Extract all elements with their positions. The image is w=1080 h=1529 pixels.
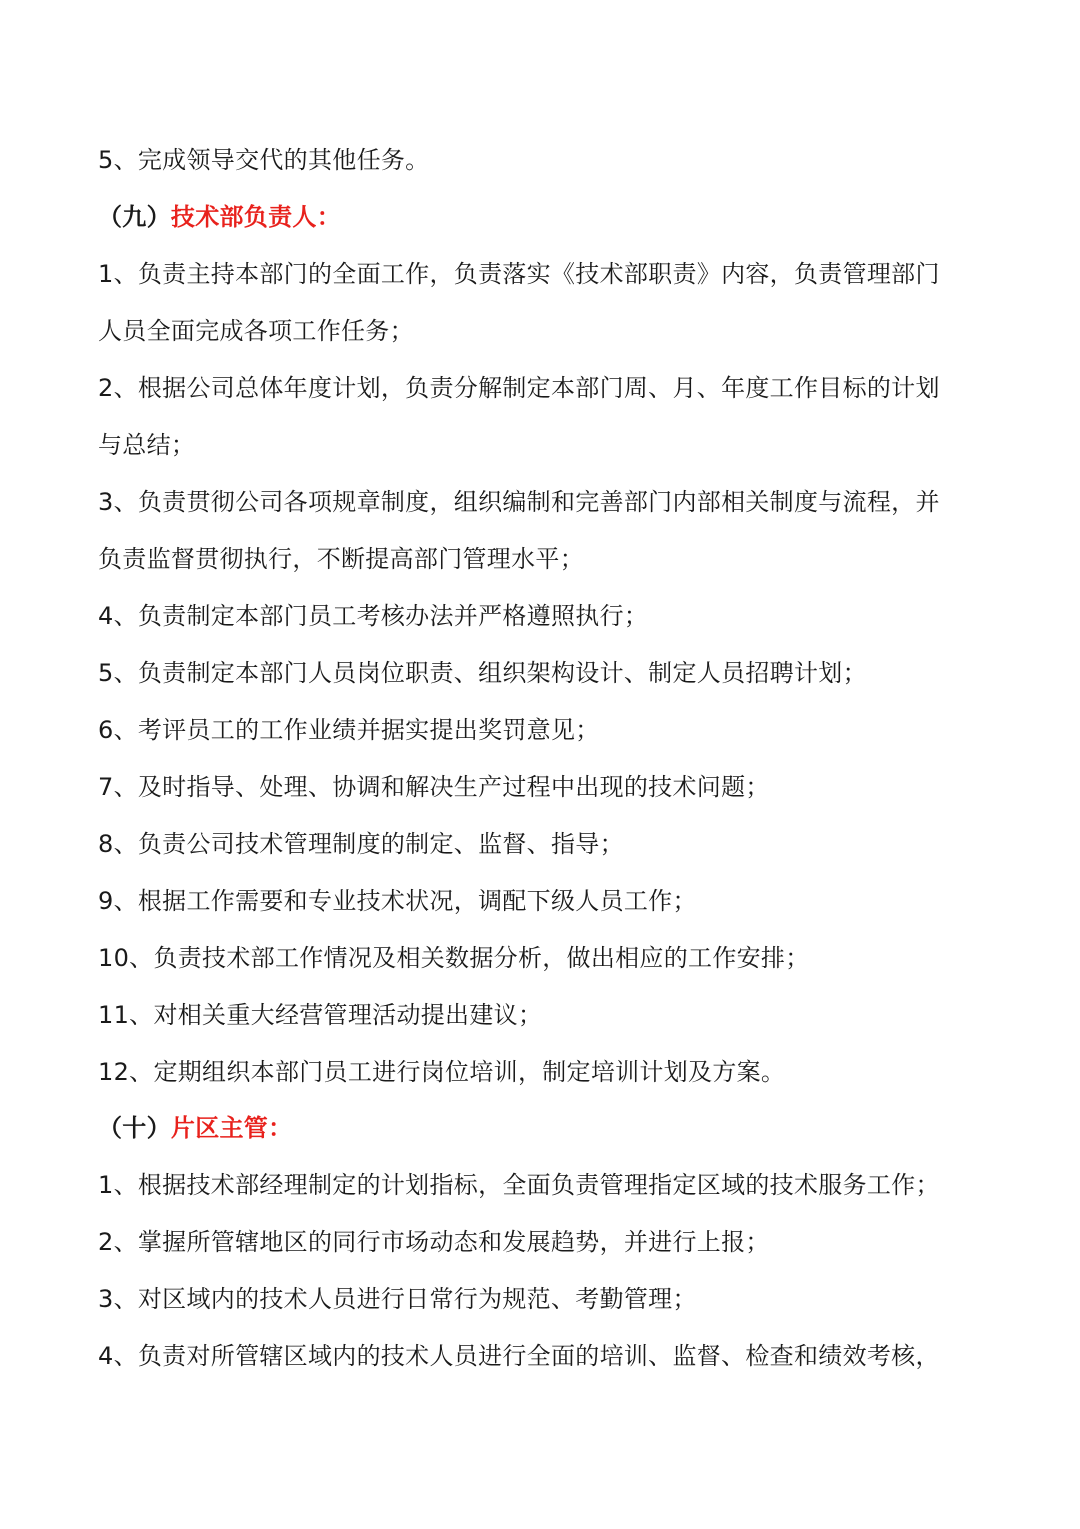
line-item-1: 1、负责主持本部门的全面工作，负责落实《技术部职责》内容，负责管理部门 xyxy=(98,260,940,288)
section-title: 技术部负责人： xyxy=(170,203,342,231)
line-item-5: 5、负责制定本部门人员岗位职责、组织架构设计、制定人员招聘计划； xyxy=(98,659,867,687)
line-item-10-3: 3、对区域内的技术人员进行日常行为规范、考勤管理； xyxy=(98,1285,697,1313)
section-title: 片区主管： xyxy=(170,1114,293,1142)
line-item-4: 4、负责制定本部门员工考核办法并严格遵照执行； xyxy=(98,602,649,630)
section-heading-9 xyxy=(98,200,998,234)
section-number: （十） xyxy=(98,1114,171,1142)
line-item-3: 3、负责贯彻公司各项规章制度，组织编制和完善部门内部相关制度与流程，并 xyxy=(98,488,940,516)
line-item-10-2: 2、掌握所管辖地区的同行市场动态和发展趋势，并进行上报； xyxy=(98,1228,770,1256)
line-item-9-5: 5、完成领导交代的其他任务。 xyxy=(98,146,430,174)
section-heading-10 xyxy=(98,1111,998,1145)
line-item-1-cont: 人员全面完成各项工作任务； xyxy=(98,317,414,345)
line-item-6: 6、考评员工的工作业绩并据实提出奖罚意见； xyxy=(98,716,600,744)
line-item-10-4: 4、负责对所管辖区域内的技术人员进行全面的培训、监督、检查和绩效考核， xyxy=(98,1342,940,1370)
line-item-8: 8、负责公司技术管理制度的制定、监督、指导； xyxy=(98,830,624,858)
section-number: （九） xyxy=(98,203,171,231)
line-item-9: 9、根据工作需要和专业技术状况，调配下级人员工作； xyxy=(98,887,697,915)
line-item-11: 11、对相关重大经营管理活动提出建议； xyxy=(98,1001,543,1029)
line-item-7: 7、及时指导、处理、协调和解决生产过程中出现的技术问题； xyxy=(98,773,770,801)
line-item-2-cont: 与总结； xyxy=(98,431,196,459)
line-item-10-1: 1、根据技术部经理制定的计划指标，全面负责管理指定区域的技术服务工作； xyxy=(98,1171,940,1199)
line-item-12: 12、定期组织本部门员工进行岗位培训，制定培训计划及方案。 xyxy=(98,1058,786,1086)
line-item-3-cont: 负责监督贯彻执行，不断提高部门管理水平； xyxy=(98,545,584,573)
line-item-10: 10、负责技术部工作情况及相关数据分析，做出相应的工作安排； xyxy=(98,944,810,972)
line-item-2: 2、根据公司总体年度计划，负责分解制定本部门周、月、年度工作目标的计划 xyxy=(98,374,940,402)
